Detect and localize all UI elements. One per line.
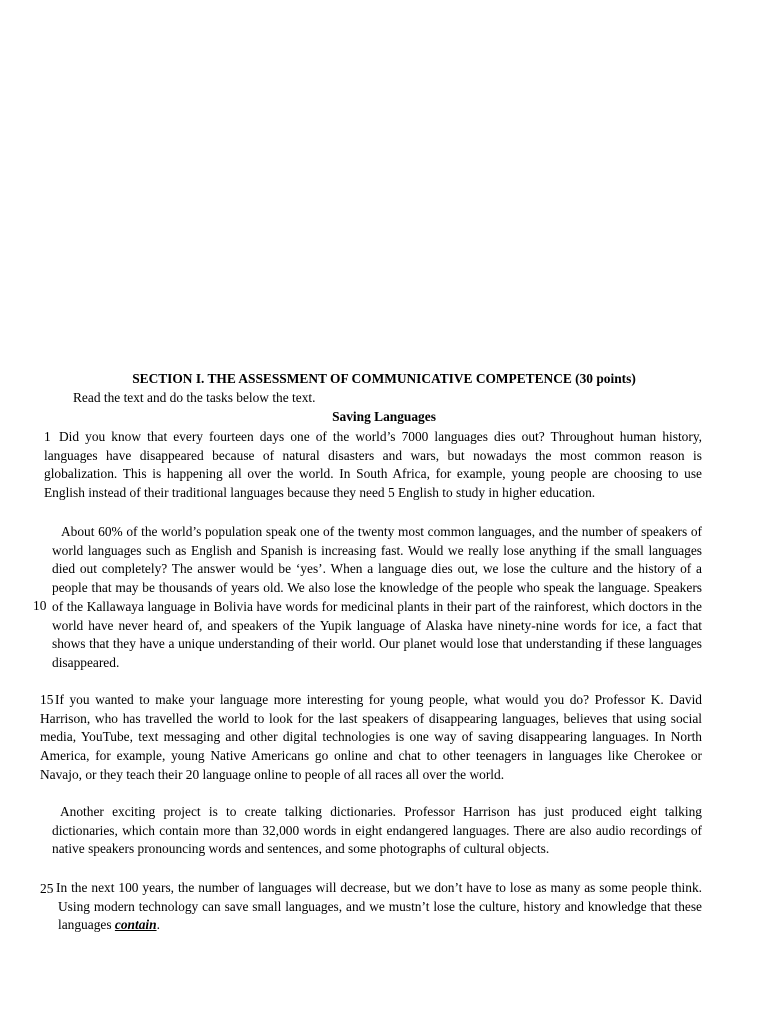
paragraph-5-end: .	[156, 917, 160, 933]
line-number-25: 25	[40, 881, 54, 896]
line-number-15: 15	[40, 692, 54, 707]
line-number-10: 10	[33, 598, 47, 613]
paragraph-1-text: Did you know that every fourteen days one of the world’s 7000 languages dies out? Throughout human history, languages have disappeared because of natural disasters and wars, but nowadays the most common reason is globalization. This is happening all over the world. In South Africa, for example, young people are choosing to use English instead of their traditional languages because they need 5 English to study in higher education.	[44, 429, 702, 501]
paragraph-2	[52, 523, 702, 673]
instruction-text: Read the text and do the tasks below the text.	[73, 390, 316, 405]
text-title: Saving Languages	[332, 409, 436, 424]
paragraph-5	[58, 879, 702, 935]
paragraph-3-text: If you wanted to make your language more interesting for young people, what would you do? Professor K. David Harrison, who has travelled the world to look for the last speakers of disappearing languages, believes that using social media, YouTube, text messaging and other digital technologies is one way of saving disappearing languages. In North America, for example, young Native Americans go online and chat to other teenagers in languages like Cherokee or Navajo, or they teach their 20 language online to people of all races all over the world.	[40, 692, 702, 782]
paragraph-4-text: Another exciting project is to create talking dictionaries. Professor Harrison has just produced eight talking dictionaries, which contain more than 32,000 words in eight endangered languages. There are also audio recordings of native speakers pronouncing words and sentences, and some photographs of cultural objects.	[52, 804, 702, 857]
paragraph-5-text: In the next 100 years, the number of languages will decrease, but we don’t have to lose as many as some people think. Using modern technology can save small languages, and we mustn’t lose the culture, history and knowledge that these languages	[56, 880, 702, 933]
emphasized-word-contain: contain	[114, 917, 157, 933]
paragraph-3	[40, 691, 702, 785]
paragraph-4	[52, 803, 702, 859]
section-heading: SECTION I. THE ASSESSMENT OF COMMUNICATIVE COMPETENCE (30 points)	[132, 371, 636, 386]
paragraph-1	[44, 428, 702, 503]
line-number-1: 1	[44, 429, 51, 444]
paragraph-2-text: About 60% of the world’s population speak one of the twenty most common languages, and the number of speakers of world languages such as English and Spanish is increasing fast. Would we really lose anything if the small languages died out completely? The answer would be ‘yes’. When a language dies out, we lose the culture and the history of a people that may be thousands of years old. We also lose the knowledge of the people who speak the language. Speakers of the Kallawaya language in Bolivia have words for medicinal plants in their part of the rainforest, which doctors in the world have never heard of, and speakers of the Yupik language of Alaska have ninety-nine words for ice, a fact that shows that they have a unique understanding of their world. Our planet would lose that understanding if these languages disappeared.	[52, 524, 702, 670]
